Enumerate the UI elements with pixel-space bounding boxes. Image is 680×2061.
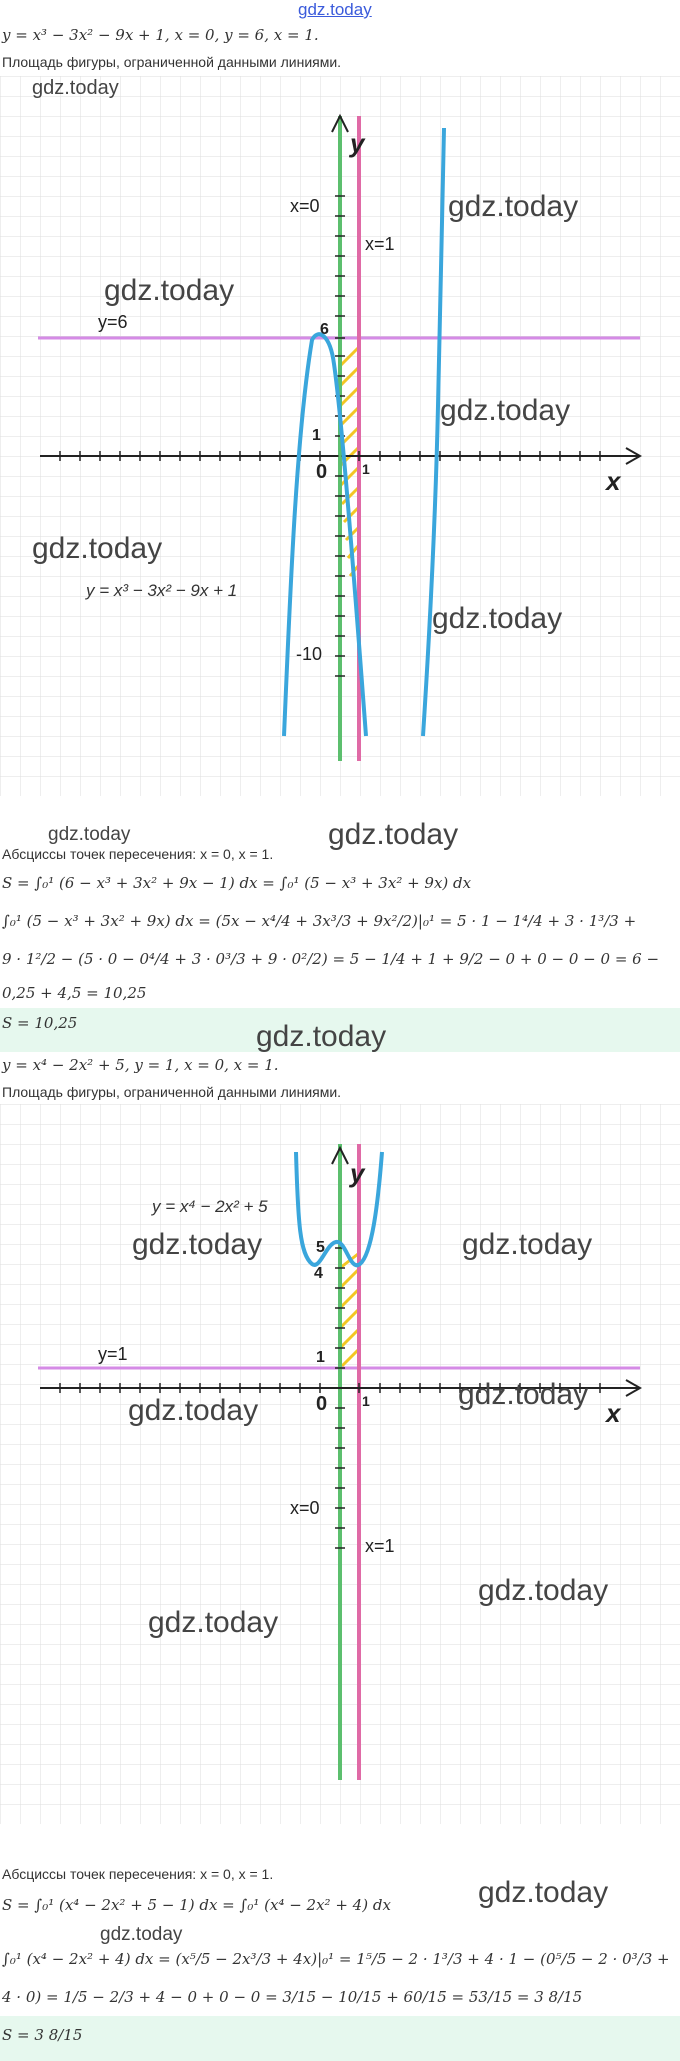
x-axis-label: x bbox=[606, 1398, 621, 1428]
problem1-curve-label: y = x³ − 3x² − 9x + 1 bbox=[86, 581, 238, 600]
problem2-answer: S = 3 8/15 bbox=[2, 2026, 83, 2044]
line-x1-label: x=1 bbox=[365, 234, 395, 254]
watermark: gdz.today bbox=[128, 1394, 259, 1427]
problem2-answer-bar bbox=[0, 2016, 680, 2061]
problem1-solution-line: S = ∫₀¹ (6 − x³ + 3x² + 9x − 1) dx = ∫₀¹ (5 − x³ + 3x² + 9x) dx bbox=[2, 874, 472, 892]
watermark: gdz.today bbox=[432, 602, 563, 635]
problem2-curve-label: y = x⁴ − 2x² + 5 bbox=[152, 1197, 268, 1216]
x-axis-label: x bbox=[606, 466, 621, 496]
watermark: gdz.today bbox=[32, 77, 119, 99]
problem1-solution-line: 0,25 + 4,5 = 10,25 bbox=[2, 984, 147, 1002]
watermark: gdz.today bbox=[48, 824, 131, 845]
watermark: gdz.today bbox=[148, 1606, 279, 1639]
watermark: gdz.today bbox=[32, 532, 163, 565]
watermark: gdz.today bbox=[458, 1378, 589, 1411]
problem1-solution-line: ∫₀¹ (5 − x³ + 3x² + 9x) dx = (5x − x⁴/4 + 3x³/3 + 9x²/2)|₀¹ = 5 · 1 − 1⁴/4 + 3 · 1³/3 + bbox=[2, 912, 637, 930]
watermark: gdz.today bbox=[440, 394, 571, 427]
line-x0-label: x=0 bbox=[290, 1498, 320, 1518]
y-one-label: 1 bbox=[312, 427, 321, 444]
line-y6-label: y=6 bbox=[98, 312, 128, 332]
watermark: gdz.today bbox=[462, 1228, 593, 1261]
origin-label: 0 bbox=[316, 1393, 328, 1415]
y-four-label: 4 bbox=[314, 1265, 323, 1282]
line-x0-label: x=0 bbox=[290, 196, 320, 216]
problem1-equation: y = x³ − 3x² − 9x + 1, x = 0, y = 6, x = 1. bbox=[2, 26, 319, 44]
watermark: gdz.today bbox=[100, 1924, 183, 1945]
y-minus-ten-label: -10 bbox=[296, 644, 323, 664]
watermark: gdz.today bbox=[478, 1876, 609, 1909]
watermark: gdz.today bbox=[328, 818, 459, 851]
watermark: gdz.today bbox=[448, 190, 579, 223]
problem1-statement: Площадь фигуры, ограниченной данными линиями. bbox=[2, 54, 342, 70]
problem2-solution-line: 4 · 0) = 1/5 − 2/3 + 4 − 0 + 0 − 0 = 3/15 − 10/15 + 60/15 = 53/15 = 3 8/15 bbox=[2, 1988, 583, 2006]
x-one-label: 1 bbox=[362, 461, 370, 477]
line-y1-label: y=1 bbox=[98, 1344, 128, 1364]
x-one-label: 1 bbox=[362, 1393, 370, 1409]
y-axis-label: y bbox=[350, 1158, 365, 1188]
problem2-graph bbox=[0, 1104, 680, 1824]
problem1-intersections: Абсциссы точек пересечения: x = 0, x = 1. bbox=[2, 846, 274, 862]
origin-label: 0 bbox=[316, 461, 328, 483]
problem2-statement: Площадь фигуры, ограниченной данными линиями. bbox=[2, 1084, 342, 1100]
problem2-equation: y = x⁴ − 2x² + 5, y = 1, x = 0, x = 1. bbox=[2, 1056, 279, 1074]
problem2-intersections: Абсциссы точек пересечения: x = 0, x = 1. bbox=[2, 1866, 274, 1882]
y-axis-label: y bbox=[350, 128, 365, 158]
problem2-solution-line: ∫₀¹ (x⁴ − 2x² + 4) dx = (x⁵/5 − 2x³/3 + 4x)|₀¹ = 1⁵/5 − 2 · 1³/3 + 4 · 1 − (0⁵/5 − 2 · 0³/3 + bbox=[2, 1950, 670, 1968]
watermark: gdz.today bbox=[132, 1228, 263, 1261]
y-six-label: 6 bbox=[320, 321, 329, 338]
problem2-solution-line: S = ∫₀¹ (x⁴ − 2x² + 5 − 1) dx = ∫₀¹ (x⁴ − 2x² + 4) dx bbox=[2, 1896, 391, 1914]
y-five-label: 5 bbox=[316, 1239, 325, 1256]
watermark: gdz.today bbox=[104, 274, 235, 307]
problem1-answer: S = 10,25 bbox=[2, 1014, 78, 1032]
problem1-solution-line: 9 · 1²/2 − (5 · 0 − 0⁴/4 + 3 · 0³/3 + 9 · 0²/2) = 5 − 1/4 + 1 + 9/2 − 0 + 0 − 0 − 0 = 6 − bbox=[2, 950, 660, 968]
watermark: gdz.today bbox=[478, 1574, 609, 1607]
watermark: gdz.today bbox=[256, 1020, 387, 1053]
y-one-label: 1 bbox=[316, 1349, 325, 1366]
site-header-link[interactable]: gdz.today bbox=[298, 0, 372, 19]
line-x1-label: x=1 bbox=[365, 1536, 395, 1556]
problem1-graph bbox=[0, 76, 680, 796]
